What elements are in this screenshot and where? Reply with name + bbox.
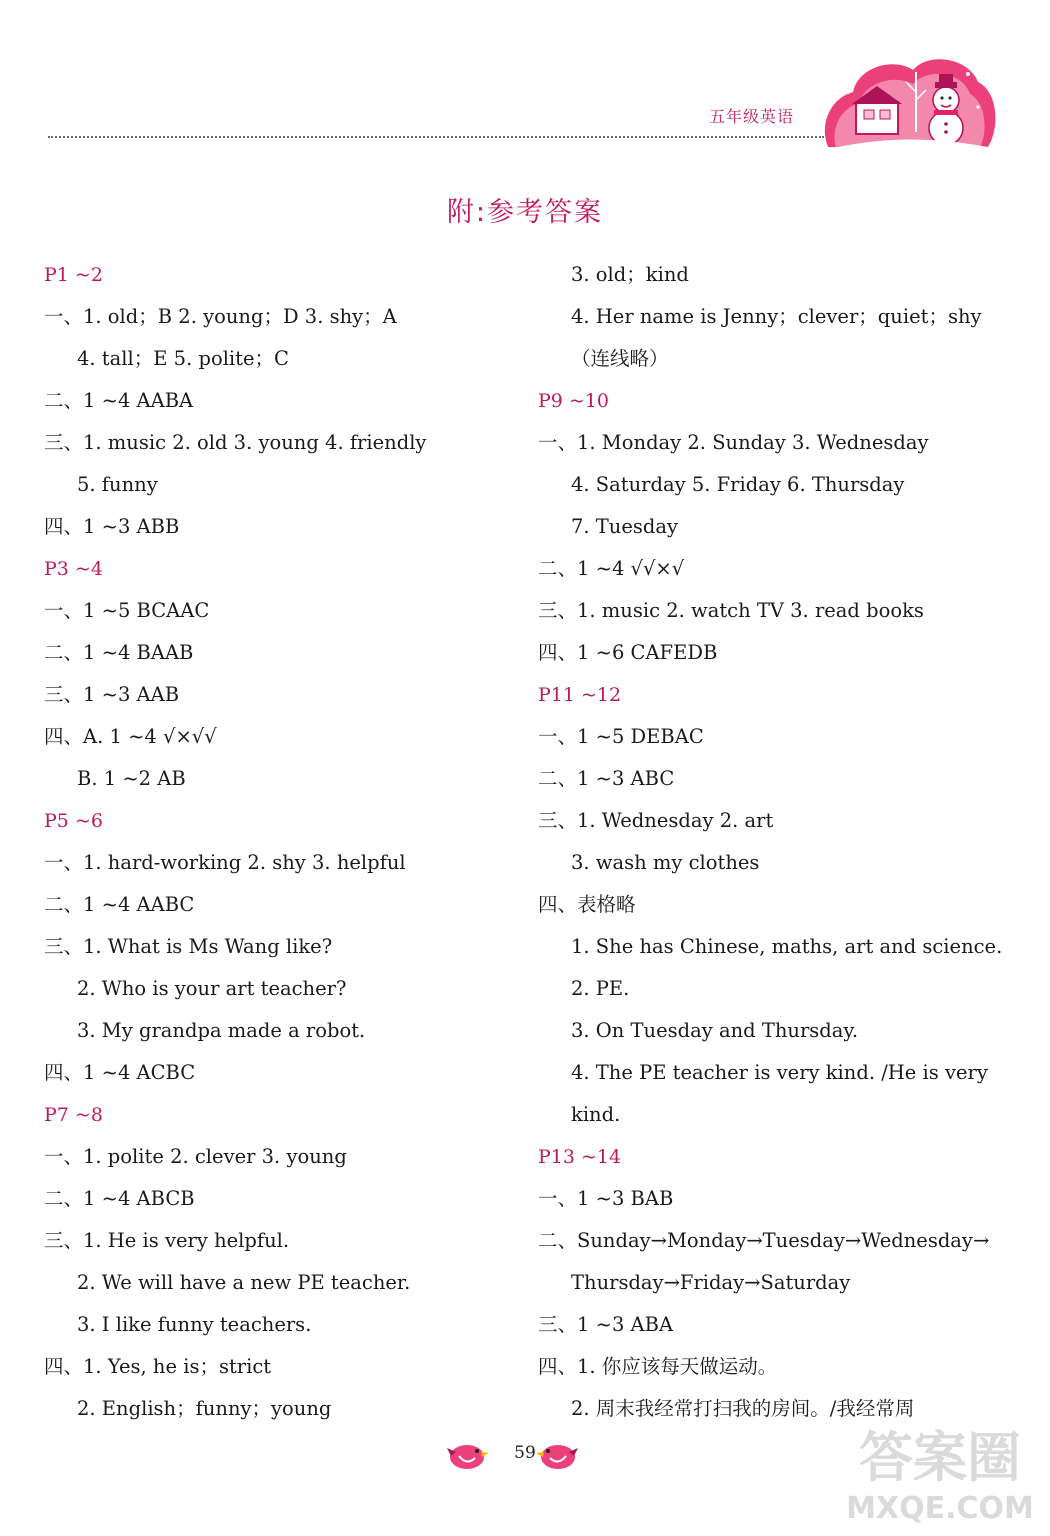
- header-label: 五年级英语: [709, 107, 795, 126]
- answer-line: 一、1. polite 2. clever 3. young: [44, 1145, 347, 1168]
- answer-line: 二、1 ~4 √√×√: [538, 557, 685, 580]
- section-page-range: P3 ~4: [44, 558, 103, 580]
- answer-line: 三、1. What is Ms Wang like?: [44, 935, 333, 958]
- answer-line: 2. 周末我经常打扫我的房间。/我经常周: [571, 1397, 915, 1420]
- answer-line: 3. wash my clothes: [571, 851, 760, 874]
- answer-line: 4. tall；E 5. polite；C: [77, 347, 289, 370]
- answer-line: 三、1. music 2. old 3. young 4. friendly: [44, 431, 427, 454]
- answer-line: 4. Saturday 5. Friday 6. Thursday: [571, 473, 905, 496]
- answer-line: 7. Tuesday: [571, 515, 679, 538]
- answer-line: 二、Sunday→Monday→Tuesday→Wednesday→: [538, 1229, 990, 1252]
- answer-line: 四、1 ~4 ACBC: [44, 1061, 196, 1084]
- answer-line: 一、1. old；B 2. young；D 3. shy；A: [44, 305, 397, 328]
- answer-line: 2. PE.: [571, 977, 630, 1000]
- page-number: 59: [514, 1443, 536, 1463]
- page-title: 附:参考答案: [446, 197, 604, 228]
- answer-line: 一、1 ~5 DEBAC: [538, 725, 704, 748]
- answer-line: 3. On Tuesday and Thursday.: [571, 1019, 859, 1042]
- answer-line: 3. My grandpa made a robot.: [77, 1019, 366, 1042]
- answer-line: 一、1. hard-working 2. shy 3. helpful: [44, 851, 406, 874]
- answer-line: 四、1 ~3 ABB: [44, 515, 180, 538]
- answer-line: 2. Who is your art teacher?: [77, 977, 347, 1000]
- answer-line: 一、1. Monday 2. Sunday 3. Wednesday: [538, 431, 929, 454]
- header-rule: [48, 136, 824, 138]
- answer-line: 4. Her name is Jenny；clever；quiet；shy: [571, 305, 982, 328]
- answer-column-right: [538, 254, 1003, 1430]
- svg-text:MXQE.COM: MXQE.COM: [846, 1491, 1034, 1526]
- section-page-range: P5 ~6: [44, 810, 103, 832]
- answer-line: 3. I like funny teachers.: [77, 1313, 312, 1336]
- answer-line: 一、1 ~5 BCAAC: [44, 599, 210, 622]
- answer-line: 2. We will have a new PE teacher.: [77, 1271, 411, 1294]
- answer-line: 四、1 ~6 CAFEDB: [538, 641, 718, 664]
- answer-line: 3. old；kind: [571, 263, 689, 286]
- answer-line: 2. English；funny；young: [77, 1397, 332, 1420]
- answer-line: 二、1 ~3 ABC: [538, 767, 675, 790]
- answer-line: 四、A. 1 ~4 √×√√: [44, 725, 217, 748]
- answer-column-left: [44, 254, 514, 1430]
- answer-line: 二、1 ~4 AABA: [44, 389, 194, 412]
- answer-line: 二、1 ~4 BAAB: [44, 641, 194, 664]
- answer-line: 四、1. 你应该每天做运动。: [538, 1355, 778, 1378]
- answer-line: 三、1. music 2. watch TV 3. read books: [538, 599, 924, 622]
- answer-line: Thursday→Friday→Saturday: [571, 1271, 851, 1294]
- answer-line: 4. The PE teacher is very kind. /He is very: [571, 1061, 988, 1084]
- answer-line: 三、1 ~3 ABA: [538, 1313, 674, 1336]
- answer-line: 三、1 ~3 AAB: [44, 683, 180, 706]
- section-page-range: P11 ~12: [538, 684, 622, 706]
- section-page-range: P7 ~8: [44, 1104, 103, 1126]
- section-page-range: P1 ~2: [44, 264, 103, 286]
- answer-line: 5. funny: [77, 473, 158, 496]
- answer-line: 四、1. Yes, he is；strict: [44, 1355, 272, 1378]
- answer-line: 一、1 ~3 BAB: [538, 1187, 674, 1210]
- answer-line: （连线略）: [571, 347, 669, 370]
- answer-line: B. 1 ~2 AB: [77, 767, 186, 790]
- bird-icon: [536, 1438, 578, 1472]
- answer-line: 三、1. Wednesday 2. art: [538, 809, 774, 832]
- answer-line: 二、1 ~4 ABCB: [44, 1187, 195, 1210]
- answer-line: 三、1. He is very helpful.: [44, 1229, 290, 1252]
- section-page-range: P9 ~10: [538, 390, 610, 412]
- snowman-house-illustration: [818, 52, 998, 152]
- answer-line: 四、表格略: [538, 893, 636, 916]
- svg-text:答案圈: 答案圈: [859, 1426, 1021, 1489]
- answer-line: kind.: [571, 1103, 621, 1126]
- answer-line: 二、1 ~4 AABC: [44, 893, 195, 916]
- watermark-logo: [842, 1406, 1038, 1532]
- answer-line: 1. She has Chinese, maths, art and science.: [571, 935, 1003, 958]
- section-page-range: P13 ~14: [538, 1146, 622, 1168]
